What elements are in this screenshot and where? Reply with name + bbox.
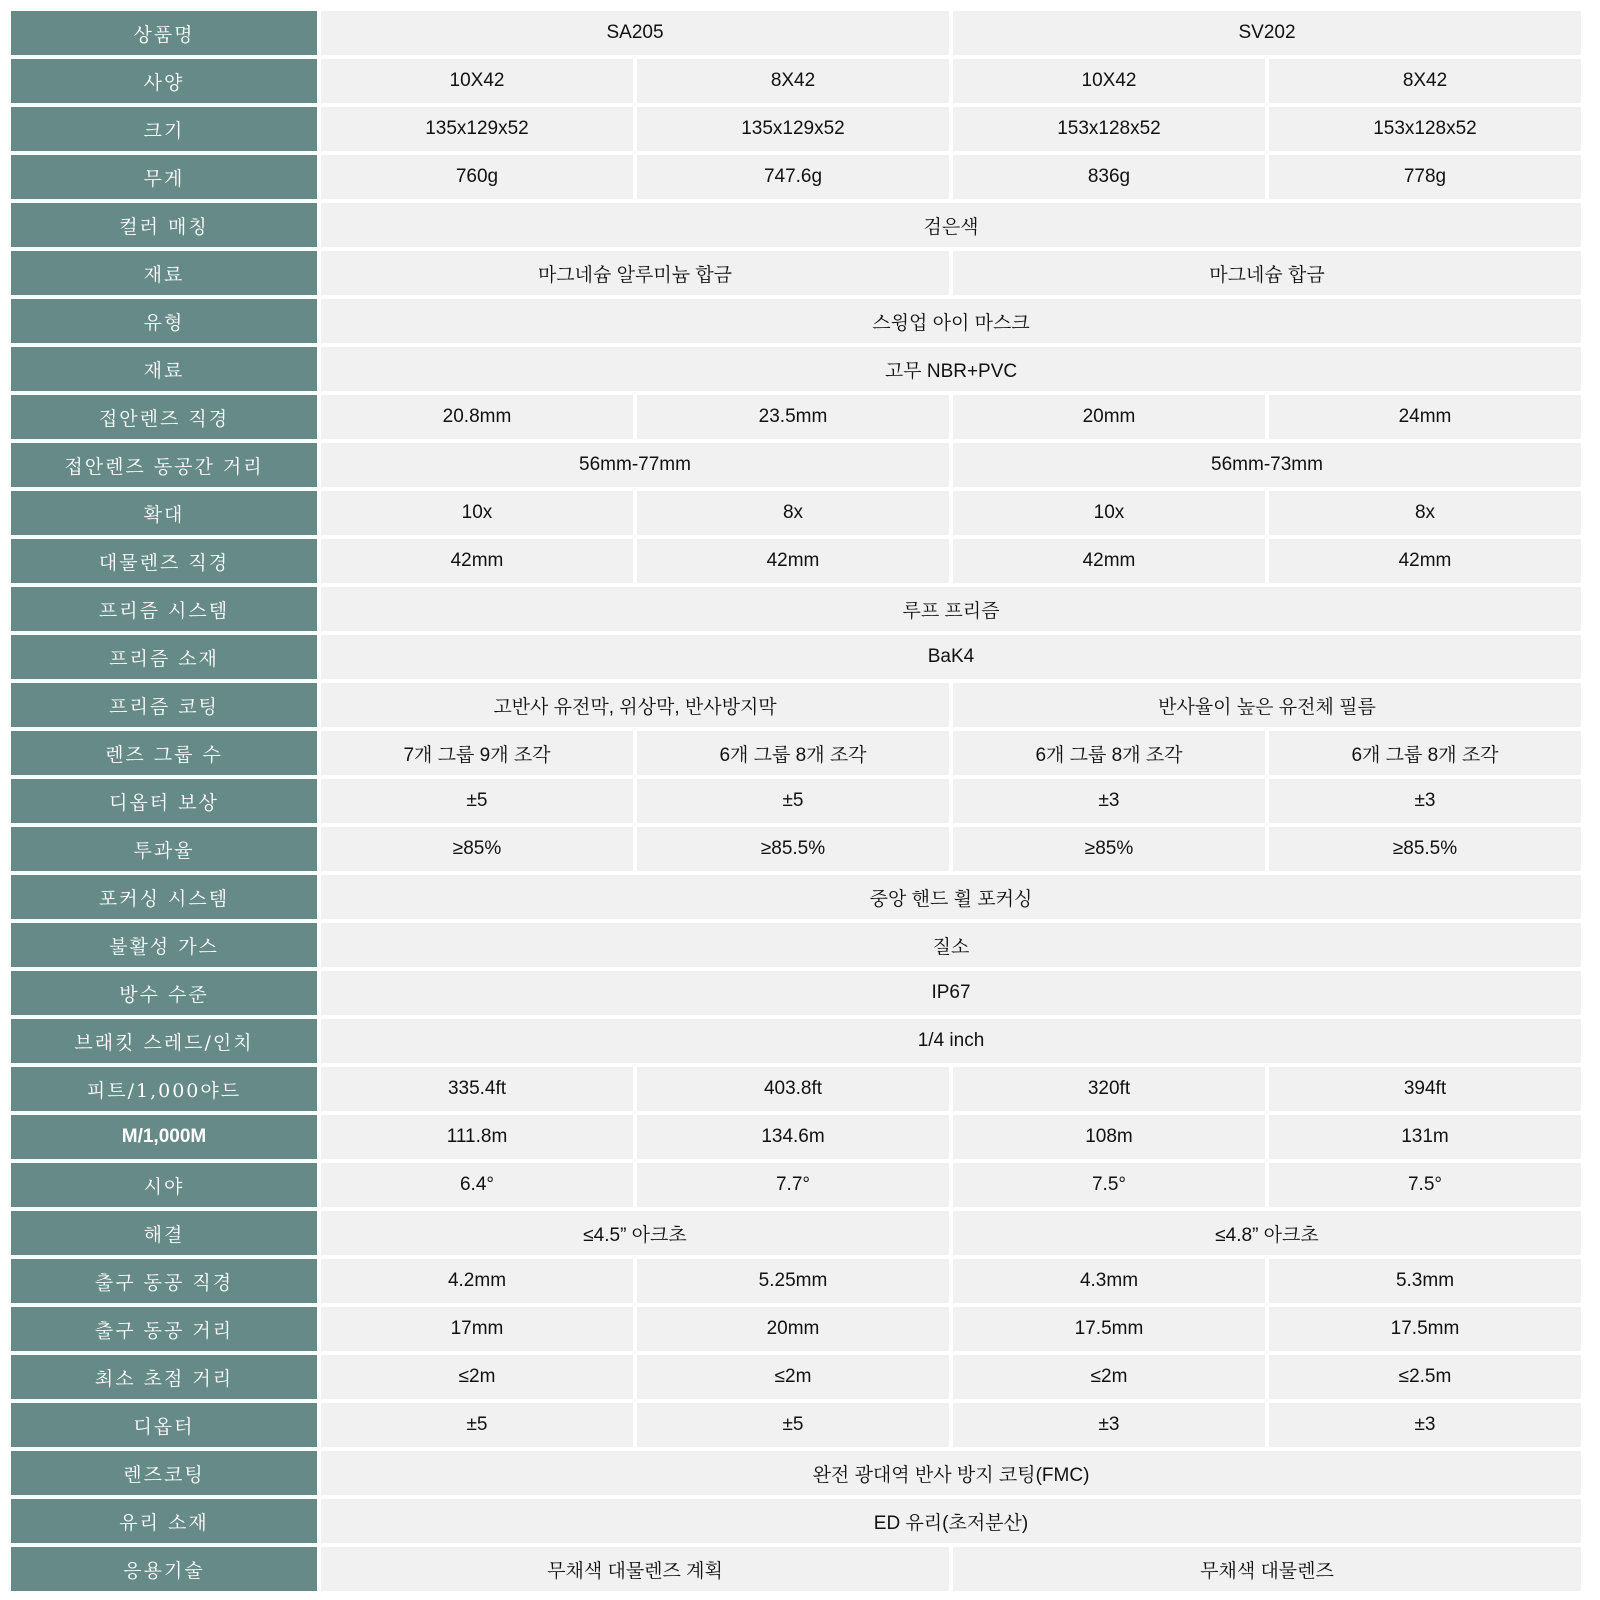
table-row	[11, 1451, 1581, 1495]
row-label: 프리즘 코팅	[11, 683, 317, 727]
table-row	[11, 155, 1581, 199]
value-cell: ±3	[953, 779, 1265, 823]
value-cell: 335.4ft	[321, 1067, 633, 1111]
value-cell: 10x	[953, 491, 1265, 535]
value-cell: 고무 NBR+PVC	[321, 347, 1581, 391]
value-cell: ≤2.5m	[1269, 1355, 1581, 1399]
value-cell: 6개 그룹 8개 조각	[1269, 731, 1581, 775]
row-label: 해결	[11, 1211, 317, 1255]
row-label: 재료	[11, 251, 317, 295]
row-label: 출구 동공 거리	[11, 1307, 317, 1351]
table-row	[11, 443, 1581, 487]
row-label: 최소 초점 거리	[11, 1355, 317, 1399]
table-row	[11, 779, 1581, 823]
row-label: 방수 수준	[11, 971, 317, 1015]
table-row	[11, 635, 1581, 679]
row-label: 포커싱 시스템	[11, 875, 317, 919]
row-label: 투과율	[11, 827, 317, 871]
value-cell: 5.3mm	[1269, 1259, 1581, 1303]
value-cell: 6.4°	[321, 1163, 633, 1207]
value-cell: ±3	[953, 1403, 1265, 1447]
value-cell: 10X42	[953, 59, 1265, 103]
value-cell: 반사율이 높은 유전체 필름	[953, 683, 1581, 727]
value-cell: 42mm	[1269, 539, 1581, 583]
row-label: 무게	[11, 155, 317, 199]
value-cell: 1/4 inch	[321, 1019, 1581, 1063]
value-cell: 17.5mm	[1269, 1307, 1581, 1351]
table-row	[11, 1019, 1581, 1063]
value-cell: 고반사 유전막, 위상막, 반사방지막	[321, 683, 949, 727]
value-cell: 760g	[321, 155, 633, 199]
value-cell: 5.25mm	[637, 1259, 949, 1303]
value-cell: 131m	[1269, 1115, 1581, 1159]
value-cell: 17mm	[321, 1307, 633, 1351]
row-label: 접안렌즈 직경	[11, 395, 317, 439]
table-row	[11, 683, 1581, 727]
value-cell: 403.8ft	[637, 1067, 949, 1111]
value-cell: 7.5°	[953, 1163, 1265, 1207]
value-cell: 56mm-77mm	[321, 443, 949, 487]
value-cell: ≤2m	[637, 1355, 949, 1399]
row-label: 렌즈 그룹 수	[11, 731, 317, 775]
value-cell: ≤2m	[953, 1355, 1265, 1399]
row-label: 출구 동공 직경	[11, 1259, 317, 1303]
value-cell: ±5	[637, 1403, 949, 1447]
value-cell: 108m	[953, 1115, 1265, 1159]
row-label: 디옵터	[11, 1403, 317, 1447]
table-row	[11, 1211, 1581, 1255]
value-cell: BaK4	[321, 635, 1581, 679]
value-cell: 완전 광대역 반사 방지 코팅(FMC)	[321, 1451, 1581, 1495]
table-row	[11, 539, 1581, 583]
value-cell: 111.8m	[321, 1115, 633, 1159]
value-cell: ±5	[321, 779, 633, 823]
value-cell: 마그네슘 알루미늄 합금	[321, 251, 949, 295]
value-cell: ≤4.5” 아크초	[321, 1211, 949, 1255]
value-cell: 42mm	[953, 539, 1265, 583]
value-cell: 10x	[321, 491, 633, 535]
value-cell: 검은색	[321, 203, 1581, 247]
table-row	[11, 1355, 1581, 1399]
value-cell: 134.6m	[637, 1115, 949, 1159]
value-cell: 778g	[1269, 155, 1581, 199]
value-cell: 무채색 대물렌즈 계획	[321, 1547, 949, 1591]
value-cell: 153x128x52	[1269, 107, 1581, 151]
table-row	[11, 395, 1581, 439]
value-cell: IP67	[321, 971, 1581, 1015]
value-cell: 4.3mm	[953, 1259, 1265, 1303]
value-cell: 8X42	[1269, 59, 1581, 103]
value-cell: 4.2mm	[321, 1259, 633, 1303]
value-cell: 320ft	[953, 1067, 1265, 1111]
table-row	[11, 1163, 1581, 1207]
value-cell: 6개 그룹 8개 조각	[953, 731, 1265, 775]
row-label: 프리즘 시스템	[11, 587, 317, 631]
value-cell: 23.5mm	[637, 395, 949, 439]
value-cell: 394ft	[1269, 1067, 1581, 1111]
row-label: 확대	[11, 491, 317, 535]
table-row	[11, 251, 1581, 295]
table-row	[11, 587, 1581, 631]
value-cell: ≤4.8” 아크초	[953, 1211, 1581, 1255]
table-row	[11, 923, 1581, 967]
table-row	[11, 299, 1581, 343]
table-row	[11, 1499, 1581, 1543]
value-cell: ±5	[637, 779, 949, 823]
model-name-cell: SV202	[953, 11, 1581, 55]
table-row	[11, 731, 1581, 775]
value-cell: 24mm	[1269, 395, 1581, 439]
row-label: 브래킷 스레드/인치	[11, 1019, 317, 1063]
value-cell: 135x129x52	[321, 107, 633, 151]
model-name-cell: SA205	[321, 11, 949, 55]
value-cell: ±5	[321, 1403, 633, 1447]
value-cell: 42mm	[637, 539, 949, 583]
row-label: 대물렌즈 직경	[11, 539, 317, 583]
row-label: 렌즈코팅	[11, 1451, 317, 1495]
value-cell: ±3	[1269, 1403, 1581, 1447]
value-cell: 6개 그룹 8개 조각	[637, 731, 949, 775]
value-cell: 마그네슘 합금	[953, 251, 1581, 295]
row-label: 유형	[11, 299, 317, 343]
value-cell: 스윙업 아이 마스크	[321, 299, 1581, 343]
value-cell: 17.5mm	[953, 1307, 1265, 1351]
table-row	[11, 1067, 1581, 1111]
value-cell: ≥85%	[321, 827, 633, 871]
value-cell: 10X42	[321, 59, 633, 103]
table-row	[11, 971, 1581, 1015]
table-row	[11, 347, 1581, 391]
row-label: 접안렌즈 동공간 거리	[11, 443, 317, 487]
value-cell: ≥85.5%	[1269, 827, 1581, 871]
value-cell: ED 유리(초저분산)	[321, 1499, 1581, 1543]
value-cell: 8x	[637, 491, 949, 535]
value-cell: 7.7°	[637, 1163, 949, 1207]
value-cell: ≥85%	[953, 827, 1265, 871]
value-cell: 836g	[953, 155, 1265, 199]
row-label: 응용기술	[11, 1547, 317, 1591]
value-cell: 20mm	[953, 395, 1265, 439]
row-label: 컬러 매칭	[11, 203, 317, 247]
table-row	[11, 1403, 1581, 1447]
value-cell: 질소	[321, 923, 1581, 967]
row-label: 상품명	[11, 11, 317, 55]
value-cell: 747.6g	[637, 155, 949, 199]
value-cell: 153x128x52	[953, 107, 1265, 151]
row-label: 크기	[11, 107, 317, 151]
value-cell: 8X42	[637, 59, 949, 103]
table-row	[11, 827, 1581, 871]
value-cell: 중앙 핸드 휠 포커싱	[321, 875, 1581, 919]
table-row	[11, 875, 1581, 919]
value-cell: 루프 프리즘	[321, 587, 1581, 631]
table-row	[11, 203, 1581, 247]
table-row	[11, 1307, 1581, 1351]
value-cell: 20.8mm	[321, 395, 633, 439]
row-label: 유리 소재	[11, 1499, 317, 1543]
spec-table	[7, 7, 1585, 1595]
value-cell: 20mm	[637, 1307, 949, 1351]
table-row-header	[11, 11, 1581, 55]
value-cell: 7개 그룹 9개 조각	[321, 731, 633, 775]
table-row	[11, 1115, 1581, 1159]
value-cell: 8x	[1269, 491, 1581, 535]
value-cell: ≥85.5%	[637, 827, 949, 871]
value-cell: 135x129x52	[637, 107, 949, 151]
row-label: 불활성 가스	[11, 923, 317, 967]
row-label: 사양	[11, 59, 317, 103]
table-row	[11, 1547, 1581, 1591]
value-cell: 56mm-73mm	[953, 443, 1581, 487]
row-label: 디옵터 보상	[11, 779, 317, 823]
table-row	[11, 59, 1581, 103]
value-cell: 무채색 대물렌즈	[953, 1547, 1581, 1591]
value-cell: 7.5°	[1269, 1163, 1581, 1207]
table-row	[11, 107, 1581, 151]
row-label: 프리즘 소재	[11, 635, 317, 679]
value-cell: ±3	[1269, 779, 1581, 823]
value-cell: ≤2m	[321, 1355, 633, 1399]
row-label: M/1,000M	[11, 1115, 317, 1159]
value-cell: 42mm	[321, 539, 633, 583]
row-label: 시야	[11, 1163, 317, 1207]
spec-table-body	[11, 11, 1581, 1591]
row-label: 재료	[11, 347, 317, 391]
table-row	[11, 1259, 1581, 1303]
row-label: 피트/1,000야드	[11, 1067, 317, 1111]
table-row	[11, 491, 1581, 535]
